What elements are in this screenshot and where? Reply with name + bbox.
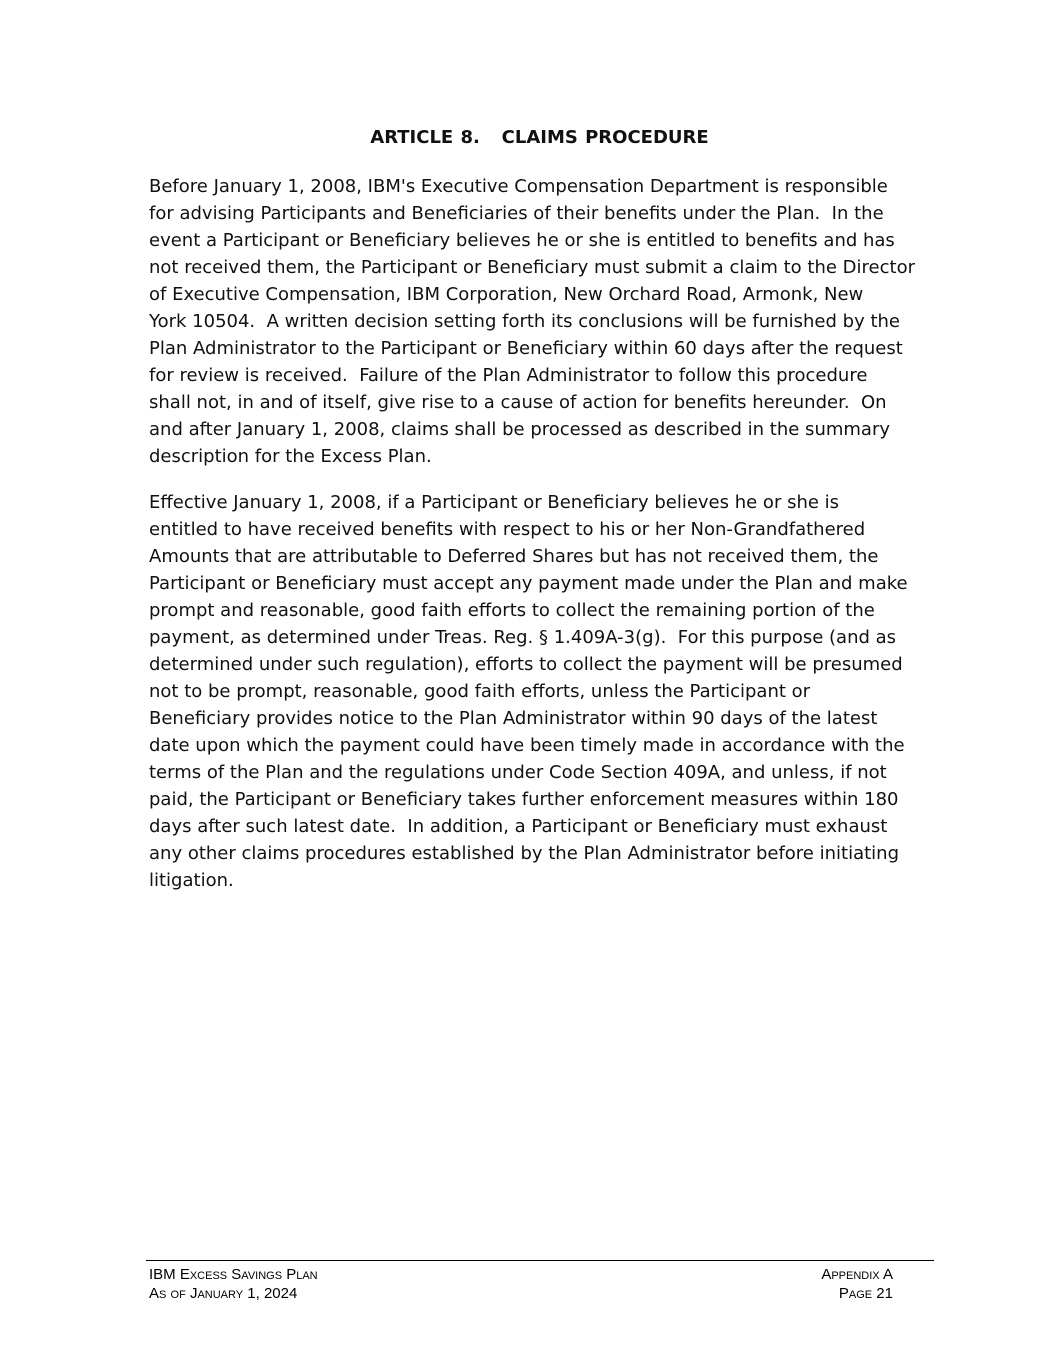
paragraph-claims-effective-2008 [149,489,939,894]
paragraph-line: Beneficiary provides notice to the Plan Administrator within 90 days of the latest [149,708,878,729]
footer-right [821,1265,893,1303]
paragraph-line: Amounts that are attributable to Deferred Shares but has not received them, the [149,546,879,567]
paragraph-line: litigation. [149,870,234,891]
footer-appendix: Appendix A [821,1266,893,1283]
paragraph-line: prompt and reasonable, good faith efforts to collect the remaining portion of the [149,600,875,621]
paragraph-line: any other claims procedures established by the Plan Administrator before initiating [149,843,899,864]
footer-left [149,1265,318,1303]
footer-as-of-date: As of January 1, 2024 [149,1285,298,1302]
footer-plan-name: IBM Excess Savings Plan [149,1266,318,1283]
footer-divider [146,1260,934,1261]
paragraph-line: Effective January 1, 2008, if a Participant or Beneficiary believes he or she is [149,492,840,513]
paragraph-line: paid, the Participant or Beneficiary takes further enforcement measures within 180 [149,789,899,810]
footer-page-number: Page 21 [838,1285,893,1302]
paragraph-line: terms of the Plan and the regulations under Code Section 409A, and unless, if not [149,762,887,783]
paragraph-line: Before January 1, 2008, IBM's Executive Compensation Department is responsible [149,176,888,197]
paragraph-line: Plan Administrator to the Participant or Beneficiary within 60 days after the request [149,338,903,359]
paragraph-line: not to be prompt, reasonable, good faith efforts, unless the Participant or [149,681,811,702]
paragraph-line: payment, as determined under Treas. Reg. § 1.409A-3(g). For this purpose (and as [149,627,897,648]
paragraph-line: entitled to have received benefits with respect to his or her Non-Grandfathered [149,519,866,540]
paragraph-line: event a Participant or Beneficiary believes he or she is entitled to benefits and has [149,230,895,251]
paragraph-claims-before-2008 [149,173,939,470]
article-heading: ARTICLE 8. CLAIMS PROCEDURE [370,127,709,148]
paragraph-line: not received them, the Participant or Beneficiary must submit a claim to the Director [149,257,915,278]
paragraph-line: description for the Excess Plan. [149,446,432,467]
paragraph-line: for advising Participants and Beneficiaries of their benefits under the Plan. In the [149,203,884,224]
paragraph-line: date upon which the payment could have been timely made in accordance with the [149,735,905,756]
paragraph-line: shall not, in and of itself, give rise to a cause of action for benefits hereunder. On [149,392,887,413]
paragraph-line: York 10504. A written decision setting forth its conclusions will be furnished by the [149,311,900,332]
paragraph-line: days after such latest date. In addition, a Participant or Beneficiary must exhaust [149,816,888,837]
paragraph-line: for review is received. Failure of the Plan Administrator to follow this procedure [149,365,868,386]
paragraph-line: Participant or Beneficiary must accept any payment made under the Plan and make [149,573,908,594]
paragraph-line: of Executive Compensation, IBM Corporation, New Orchard Road, Armonk, New [149,284,864,305]
paragraph-line: and after January 1, 2008, claims shall be processed as described in the summary [149,419,890,440]
paragraph-line: determined under such regulation), efforts to collect the payment will be presumed [149,654,903,675]
